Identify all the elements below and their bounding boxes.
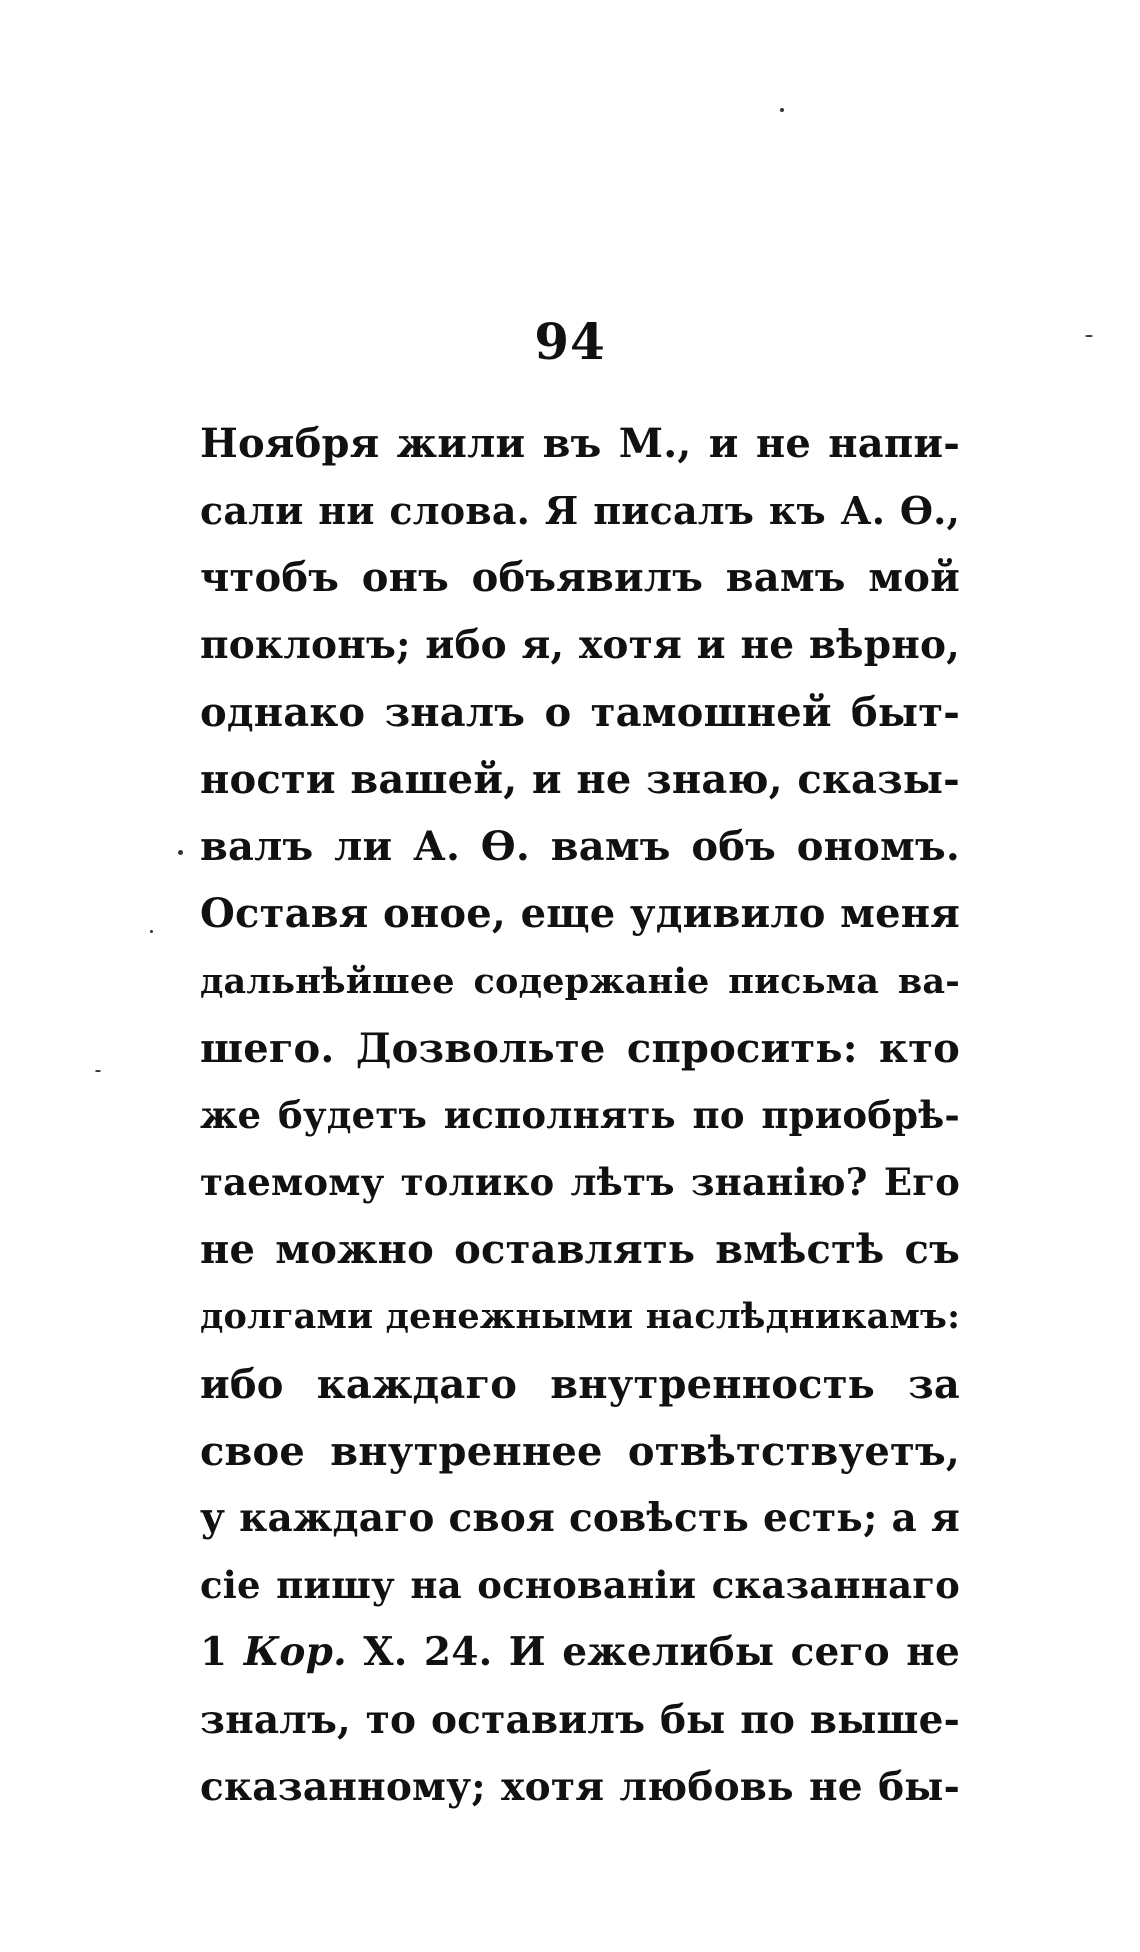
text-line: однако зналъ о тамошней быт- xyxy=(200,688,960,736)
scan-speck xyxy=(150,930,153,933)
text-line: таемому толико лѣтъ знанію? Его xyxy=(200,1160,960,1205)
text-line-reference xyxy=(200,1619,960,1686)
scan-speck xyxy=(95,1070,101,1072)
scan-speck xyxy=(1085,335,1093,337)
text-line: дальнѣйшее содержаніе письма ва- xyxy=(200,960,960,1002)
text-line: Оставя оное, еще удивило меня xyxy=(200,890,960,938)
text-line: ибо каждаго внутренность за xyxy=(200,1360,960,1408)
reference-book: Кор. xyxy=(243,1629,347,1676)
reference-number: 1 xyxy=(200,1629,244,1676)
reference-rest: X. 24. И ежелибы сего не xyxy=(346,1629,960,1676)
text-line: у каждаго своя совѣсть есть; а я xyxy=(200,1495,960,1541)
text-line: сіе пишу на основаніи сказаннаго xyxy=(200,1563,960,1608)
text-line: сали ни слова. Я писалъ къ А. Ѳ., xyxy=(200,488,960,534)
text-line: чтобъ онъ объявилъ вамъ мой xyxy=(200,554,960,602)
scan-speck xyxy=(178,850,183,855)
page-number: 94 xyxy=(534,312,606,371)
text-line: не можно оставлять вмѣстѣ съ xyxy=(200,1226,960,1274)
text-line: свое внутреннее отвѣтствуетъ, xyxy=(200,1427,960,1475)
text-line: же будетъ исполнять по приобрѣ- xyxy=(200,1092,960,1137)
text-line: зналъ, то оставилъ бы по выше- xyxy=(200,1696,960,1743)
scan-speck xyxy=(780,108,784,112)
body-text xyxy=(200,410,960,1821)
text-line: Ноября жили въ М., и не напи- xyxy=(200,420,960,467)
text-line: ности вашей, и не знаю, сказы- xyxy=(200,755,960,803)
text-line: сказанному; хотя любовь не бы- xyxy=(200,1763,960,1810)
text-line: валъ ли А. Ѳ. вамъ объ ономъ. xyxy=(200,823,960,871)
text-line: шего. Дозвольте спросить: кто xyxy=(200,1024,960,1072)
text-line: поклонъ; ибо я, хотя и не вѣрно, xyxy=(200,621,960,668)
text-line: долгами денежными наслѣдникамъ: xyxy=(200,1296,961,1338)
